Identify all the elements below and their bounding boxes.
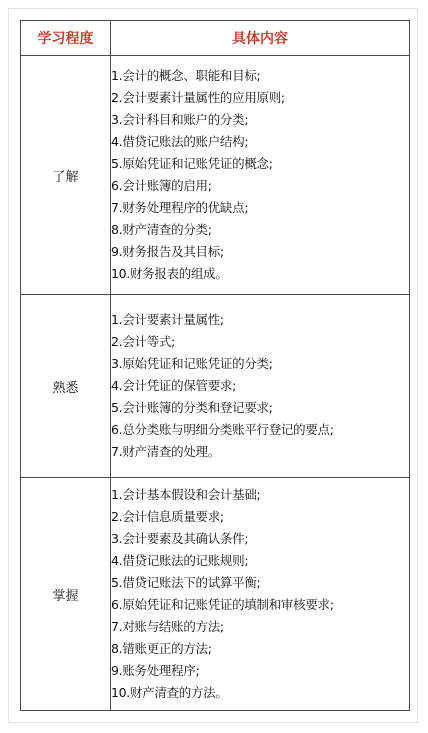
table-row (21, 295, 410, 478)
header-content: 具体内容 (111, 21, 410, 56)
list-item: 1.会计要素计量属性; (111, 312, 224, 327)
list-item: 7.对账与结账的方法; (111, 619, 224, 634)
header-study-level: 学习程度 (21, 21, 111, 56)
level-cell: 熟悉 (21, 295, 111, 478)
list-item: 10.财产清查的方法。 (111, 685, 228, 700)
list-item: 3.会计要素及其确认条件; (111, 531, 249, 546)
list-item: 5.借贷记账法下的试算平衡; (111, 575, 261, 590)
list-item: 1.会计的概念、职能和目标; (111, 68, 261, 83)
list-item: 9.财务报告及其目标; (111, 244, 224, 259)
list-item: 6.会计账簿的启用; (111, 178, 212, 193)
list-item: 2.会计等式; (111, 334, 176, 349)
list-item: 5.原始凭证和记账凭证的概念; (111, 156, 273, 171)
list-item: 8.财产清查的分类; (111, 222, 212, 237)
list-item: 7.财务处理程序的优缺点; (111, 200, 249, 215)
list-item: 6.总分类账与明细分类账平行登记的要点; (111, 422, 334, 437)
level-cell: 了解 (21, 56, 111, 295)
list-item: 4.会计凭证的保管要求; (111, 378, 237, 393)
list-item: 5.会计账簿的分类和登记要求; (111, 400, 273, 415)
header-row (21, 21, 410, 56)
list-item: 3.会计科目和账户的分类; (111, 112, 249, 127)
list-item: 7.财产清查的处理。 (111, 444, 220, 459)
study-plan-table (20, 20, 410, 711)
list-item: 2.会计信息质量要求; (111, 509, 224, 524)
list-item: 8.错账更正的方法; (111, 641, 212, 656)
level-cell: 掌握 (21, 478, 111, 711)
list-item: 10.财务报表的组成。 (111, 266, 228, 281)
content-cell (111, 56, 410, 295)
table-row (21, 478, 410, 711)
content-cell (111, 478, 410, 711)
list-item: 2.会计要素计量属性的应用原则; (111, 90, 285, 105)
list-item: 6.原始凭证和记账凭证的填制和审核要求; (111, 597, 334, 612)
list-item: 9.账务处理程序; (111, 663, 200, 678)
list-item: 1.会计基本假设和会计基础; (111, 487, 261, 502)
list-item: 4.借贷记账法的记账规则; (111, 553, 249, 568)
table-row (21, 56, 410, 295)
list-item: 3.原始凭证和记账凭证的分类; (111, 356, 273, 371)
list-item: 4.借贷记账法的账户结构; (111, 134, 249, 149)
content-cell (111, 295, 410, 478)
